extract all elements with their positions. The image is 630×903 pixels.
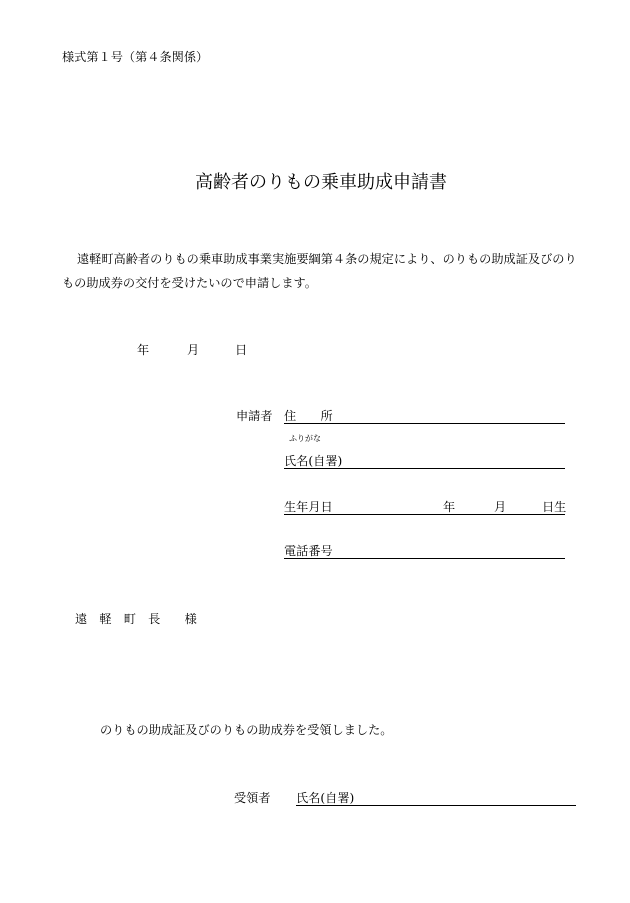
birth-day-label: 日生 bbox=[542, 500, 567, 514]
statement-line-1: 遠軽町高齢者のりもの乗車助成事業実施要綱第４条の規定により、のりもの助成証及びのり bbox=[77, 252, 577, 266]
name-field bbox=[284, 454, 565, 469]
date-year-label: 年 bbox=[137, 343, 150, 357]
recipient-name-field bbox=[296, 791, 576, 806]
birthdate-label: 生年月日 bbox=[284, 500, 333, 514]
birth-year-label: 年 bbox=[443, 500, 456, 514]
statement-line-2: もの助成券の交付を受けたいので申請します。 bbox=[62, 276, 317, 290]
form-number: 様式第１号（第４条関係） bbox=[62, 50, 209, 64]
birthdate-field bbox=[284, 500, 565, 515]
recipient-name-label: 氏名(自署) bbox=[296, 791, 355, 805]
addressee: 遠 軽 町 長 様 bbox=[75, 612, 197, 626]
applicant-label: 申請者 bbox=[236, 409, 273, 423]
address-field bbox=[284, 409, 565, 424]
receipt-statement: のりもの助成証及びのりもの助成券を受領しました。 bbox=[100, 723, 393, 737]
document-title: 高齢者のりもの乗車助成申請書 bbox=[195, 172, 447, 193]
name-label: 氏名(自署) bbox=[284, 454, 343, 468]
phone-field bbox=[284, 544, 565, 559]
address-label: 住 所 bbox=[284, 409, 333, 423]
phone-label: 電話番号 bbox=[284, 544, 333, 558]
date-day-label: 日 bbox=[235, 343, 248, 357]
birth-month-label: 月 bbox=[494, 500, 507, 514]
furigana-label: ふりがな bbox=[289, 434, 321, 443]
recipient-label: 受領者 bbox=[234, 791, 271, 805]
date-month-label: 月 bbox=[187, 343, 200, 357]
